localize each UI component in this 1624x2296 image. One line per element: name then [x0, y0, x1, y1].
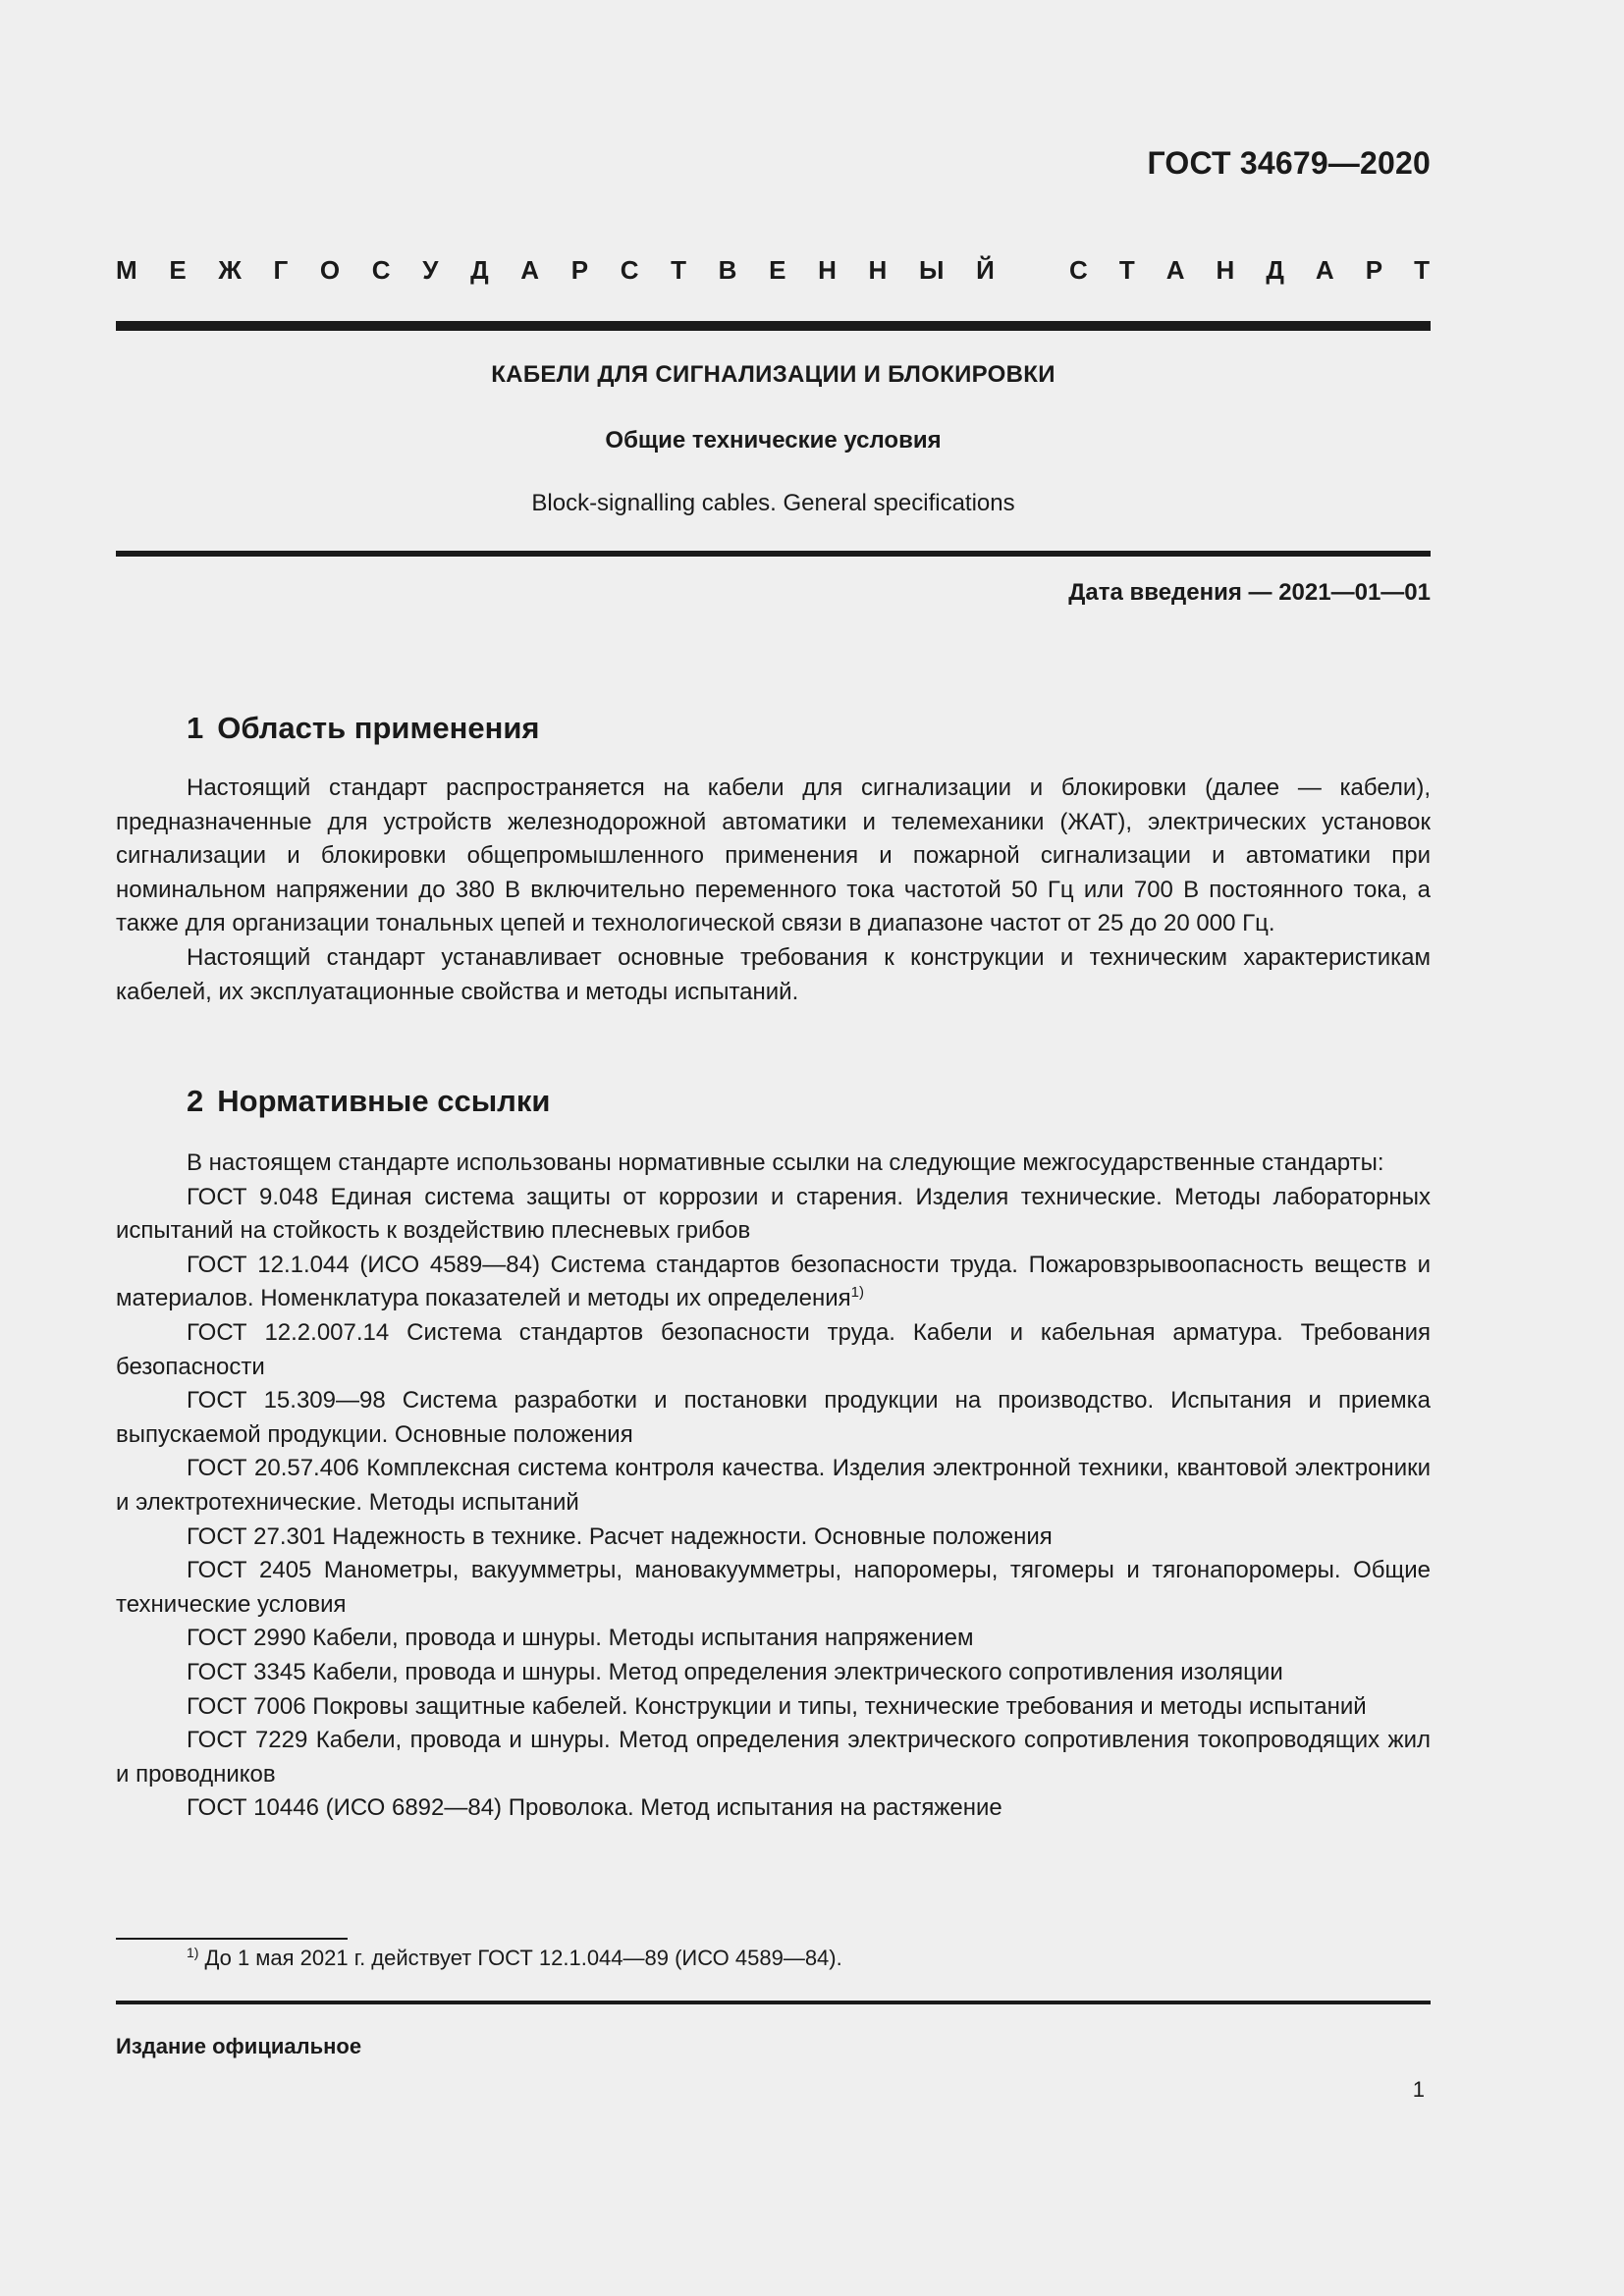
footer-rule: [116, 2001, 1431, 2004]
footnote-marker: 1): [187, 1945, 199, 1960]
title-rule: [116, 551, 1431, 557]
reference-item: ГОСТ 2990 Кабели, провода и шнуры. Методы испытания напряжением: [187, 1625, 974, 1652]
document-title-english: Block-signalling cables. General specifications: [531, 490, 1015, 516]
document-number: ГОСТ 34679—2020: [1147, 145, 1431, 181]
reference-item: ГОСТ 15.309—98 Система разработки и постановки продукции на производство. Испытания и приемка выпускаемой продукции. Основные положения: [116, 1387, 1431, 1448]
interstate-standard-heading: [116, 255, 1430, 286]
edition-label: Издание официальное: [116, 2034, 362, 2058]
reference-item: ГОСТ 3345 Кабели, провода и шнуры. Метод определения электрического сопротивления изоляции: [187, 1658, 1283, 1685]
footnote-rule: [116, 1938, 348, 1940]
footnote-marker: 1): [850, 1284, 864, 1302]
footnote: [116, 1944, 1431, 1973]
section-number: 1: [187, 711, 204, 745]
reference-item: ГОСТ 7006 Покровы защитные кабелей. Конструкции и типы, технические требования и методы испытаний: [187, 1692, 1367, 1720]
reference-item: ГОСТ 2405 Манометры, вакуумметры, мановакуумметры, напоромеры, тягомеры и тягонапоромеры. Общие технические условия: [116, 1557, 1431, 1618]
reference-item: ГОСТ 7229 Кабели, провода и шнуры. Метод определения электрического сопротивления токопроводящих жил и проводников: [116, 1727, 1431, 1788]
paragraph: Настоящий стандарт распространяется на кабели для сигнализации и блокировки (далее — кабели), предназначенные для устройств железнодорожной автоматики и телемеханики (ЖАТ), электрических установок сигнализации и блокировки общепромышленного применения и пожарной сигнализации и автоматики при номинальном напряжении до 380 В включительно переменного тока частотой 50 Гц или 700 В постоянного тока, а также для организации тональных цепей и технологической связи в диапазоне частот от 25 до 20 000 Гц.: [116, 774, 1431, 937]
standard-word: С Т А Н Д А Р Т: [1069, 255, 1430, 285]
reference-item: ГОСТ 20.57.406 Комплексная система контроля качества. Изделия электронной техники, квантовой электроники и электротехнические. Методы испытаний: [116, 1455, 1431, 1516]
footnote-text: До 1 мая 2021 г. действует ГОСТ 12.1.044—89 (ИСО 4589—84).: [204, 1946, 842, 1970]
document-subtitle: Общие технические условия: [605, 427, 942, 454]
header-rule: [116, 321, 1431, 331]
reference-text: ГОСТ 12.1.044 (ИСО 4589—84) Система стандартов безопасности труда. Пожаровзрывоопасность веществ и материалов. Номенклатура показателей и методы их определения: [116, 1251, 1431, 1312]
section-heading-scope: [187, 711, 540, 746]
effective-date: Дата введения — 2021—01—01: [1068, 579, 1431, 606]
reference-item: ГОСТ 9.048 Единая система защиты от коррозии и старения. Изделия технические. Методы лабораторных испытаний на стойкость к воздействию плесневых грибов: [116, 1183, 1431, 1245]
interstate-word: М Е Ж Г О С У Д А Р С Т В Е Н Н Ы Й: [116, 255, 995, 285]
reference-item: [116, 1249, 1431, 1316]
section-heading-references: [187, 1084, 550, 1119]
paragraph: Настоящий стандарт устанавливает основные требования к конструкции и техническим характеристикам кабелей, их эксплуатационные свойства и методы испытаний.: [116, 943, 1431, 1005]
scope-body: [116, 772, 1431, 1009]
page-number: 1: [1412, 2077, 1425, 2102]
reference-item: ГОСТ 12.2.007.14 Система стандартов безопасности труда. Кабели и кабельная арматура. Требования безопасности: [116, 1318, 1431, 1380]
references-body: [116, 1147, 1431, 1826]
section-number: 2: [187, 1084, 204, 1118]
section-title: Нормативные ссылки: [217, 1084, 551, 1118]
reference-item: ГОСТ 10446 (ИСО 6892—84) Проволока. Метод испытания на растяжение: [187, 1794, 1002, 1822]
references-intro: В настоящем стандарте использованы нормативные ссылки на следующие межгосударственные стандарты:: [187, 1149, 1384, 1176]
section-title: Область применения: [217, 711, 540, 745]
reference-item: ГОСТ 27.301 Надежность в технике. Расчет надежности. Основные положения: [187, 1522, 1053, 1550]
document-title: КАБЕЛИ ДЛЯ СИГНАЛИЗАЦИИ И БЛОКИРОВКИ: [491, 361, 1056, 388]
